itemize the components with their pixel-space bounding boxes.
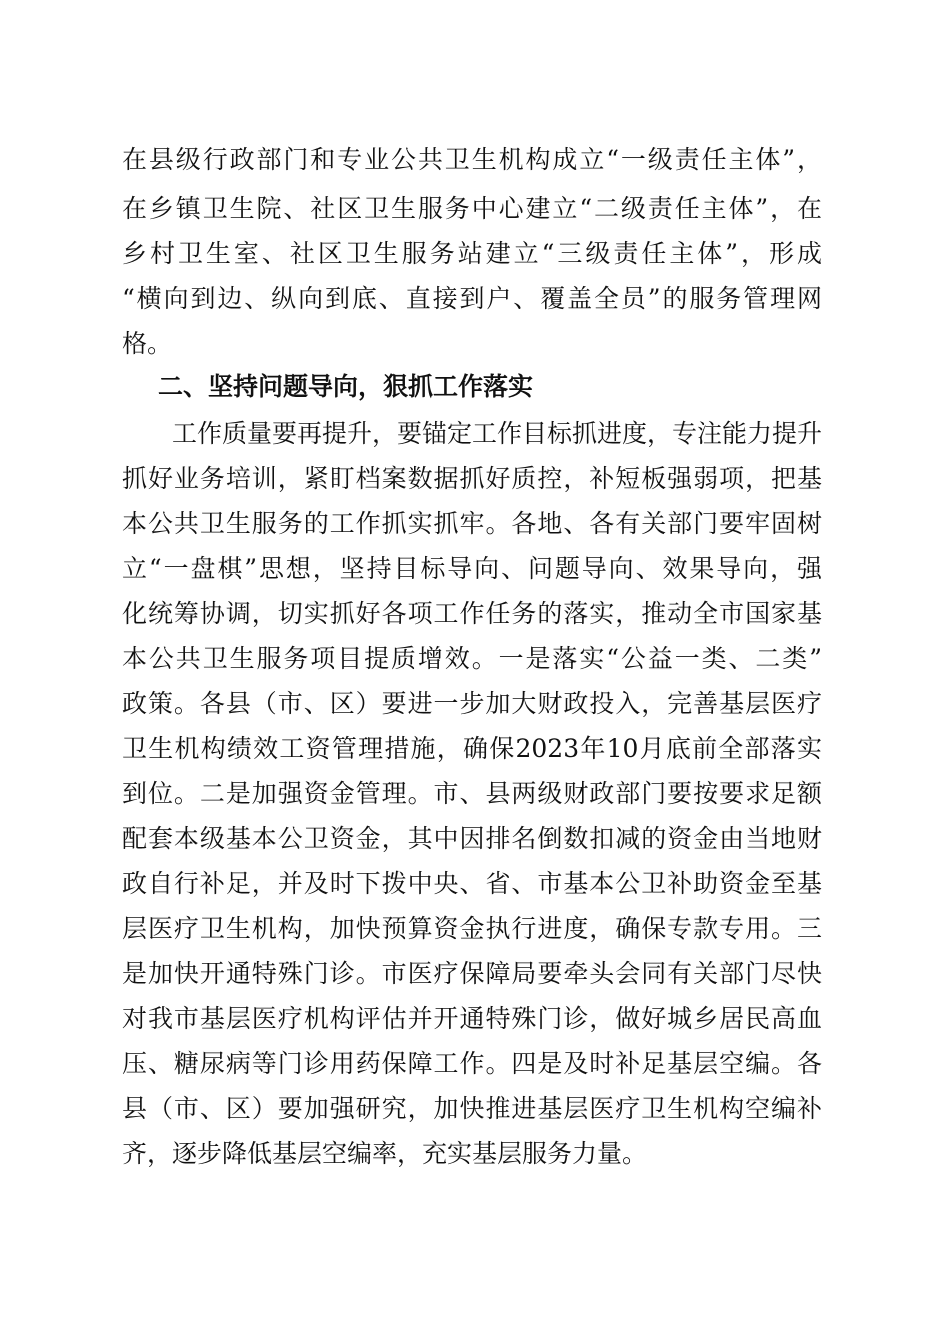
paragraph2-line: 配套本级基本公卫资金，其中因排名倒数扣减的资金由当地财 [122,824,822,853]
paragraph2-line: 层医疗卫生机构，加快预算资金执行进度，确保专款专用。三 [122,914,822,943]
paragraph2-line: 是加快开通特殊门诊。市医疗保障局要牵头会同有关部门尽快 [122,959,822,988]
paragraph2-line: 县（市、区）要加强研究，加快推进基层医疗卫生机构空编补 [122,1094,822,1123]
paragraph2-line: 政策。各县（市、区）要进一步加大财政投入，完善基层医疗 [122,689,822,718]
paragraph1-line: 在县级行政部门和专业公共卫生机构成立“一级责任主体”， [122,145,822,174]
section-heading: 二、坚持问题导向，狠抓工作落实 [158,372,534,401]
paragraph2-line: 本公共卫生服务的工作抓实抓牢。各地、各有关部门要牢固树 [122,509,822,538]
paragraph2-line: 抓好业务培训，紧盯档案数据抓好质控，补短板强弱项，把基 [122,464,822,493]
paragraph2-line: 齐，逐步降低基层空编率，充实基层服务力量。 [122,1139,648,1168]
paragraph2-line: 立“一盘棋”思想，坚持目标导向、问题导向、效果导向，强 [122,554,822,583]
paragraph2-line: 政自行补足，并及时下拨中央、省、市基本公卫补助资金至基 [122,869,822,898]
paragraph2-line: 卫生机构绩效工资管理措施，确保2023年10月底前全部落实 [122,734,822,763]
paragraph2-line: 对我市基层医疗机构评估并开通特殊门诊，做好城乡居民高血 [122,1004,822,1033]
paragraph1-line: 在乡镇卫生院、社区卫生服务中心建立“二级责任主体”，在 [122,194,822,223]
paragraph2-line: 压、糖尿病等门诊用药保障工作。四是及时补足基层空编。各 [122,1049,822,1078]
paragraph2-line: 化统筹协调，切实抓好各项工作任务的落实，推动全市国家基 [122,599,822,628]
paragraph1-line: 格。 [122,329,173,358]
paragraph1-line: “横向到边、纵向到底、直接到户、覆盖全员”的服务管理网 [122,284,822,313]
paragraph2-line: 到位。二是加强资金管理。市、县两级财政部门要按要求足额 [122,779,822,808]
paragraph2-line: 本公共卫生服务项目提质增效。一是落实“公益一类、二类” [122,644,822,673]
paragraph2-line: 工作质量要再提升，要锚定工作目标抓进度，专注能力提升 [122,419,823,448]
paragraph1-line: 乡村卫生室、社区卫生服务站建立“三级责任主体”，形成 [122,239,822,268]
